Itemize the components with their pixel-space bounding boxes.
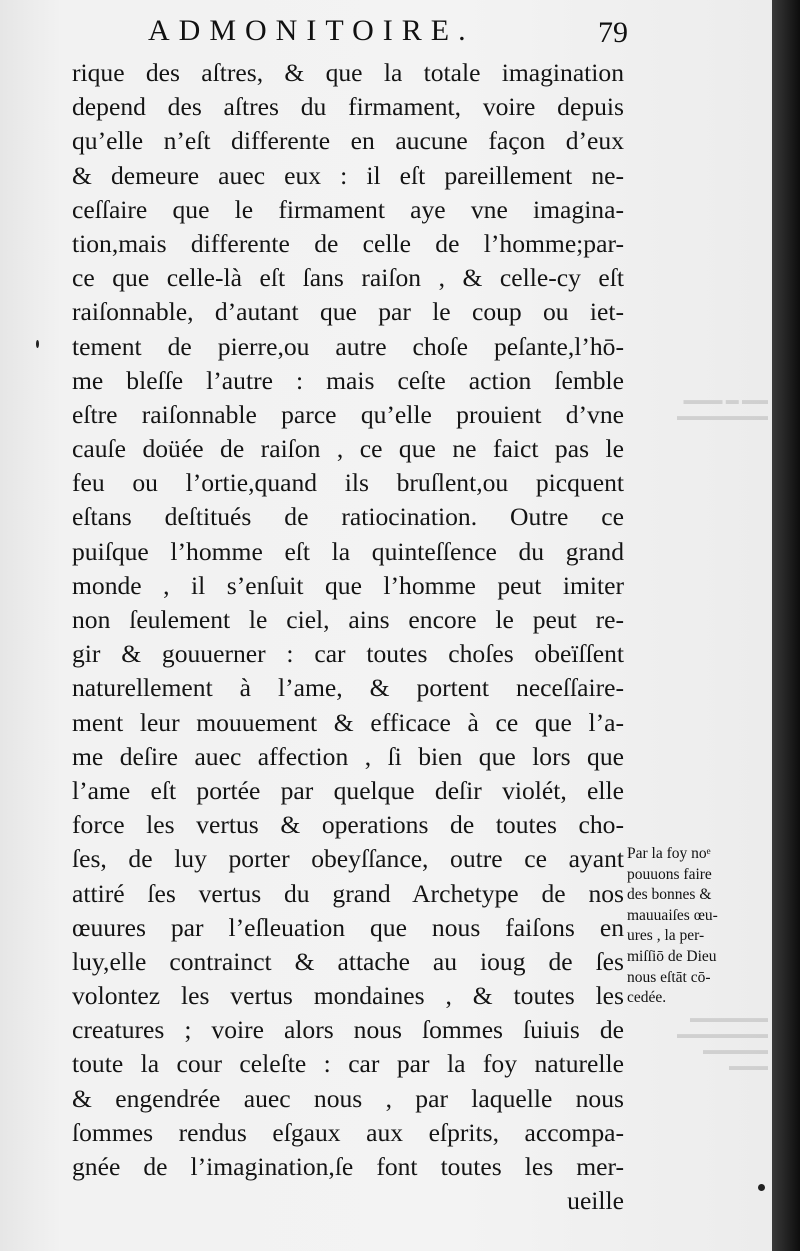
text-line: raiſonnable, d’autant que par le coup ou iet- [72, 297, 624, 327]
text-line: qu’elle n’eſt differente en aucune façon d’eux [72, 126, 624, 156]
text-line: tement de pierre,ou autre choſe peſante,l’hō- [72, 331, 624, 361]
text-line: ſommes rendus eſgaux aux eſprits, accompa- [72, 1117, 624, 1147]
text-line: luy,elle contrainct & attache au ioug de ſes [72, 946, 624, 976]
ink-speck [758, 1184, 765, 1191]
body-text [72, 56, 624, 1218]
text-line: œuures par l’eſleuation que nous faiſons en [72, 912, 624, 942]
text-line: ment leur mouuement & efficace à ce que l’a- [72, 707, 624, 737]
margin-note-line: Par la foy noᵉ [627, 845, 711, 862]
margin-note-line: miſſiō de Dieu [627, 947, 717, 965]
page-number: 79 [598, 16, 628, 49]
margin-note-line: nous eſtāt cō- [627, 968, 711, 986]
show-through-mark: ▬▬▬▬▬▬ ▬▬▬▬▬▬▬ ▬▬▬▬▬ ▬▬▬ [677, 1010, 768, 1073]
text-line: gnée de l’imagination,ſe font toutes les mer- [72, 1152, 624, 1181]
text-line: ceſſaire que le firmament aye vne imagina- [72, 194, 624, 224]
text-line: creatures ; voire alors nous ſommes ſuiuis de [72, 1015, 624, 1045]
margin-note-line: ures , la per- [627, 927, 705, 945]
text-line: non ſeulement le ciel, ains encore le peut re- [72, 605, 624, 634]
text-line: feu ou l’ortie,quand ils bruſlent,ou picquent [72, 468, 624, 498]
margin-note-line: des bonnes & [627, 886, 712, 904]
show-through-mark: ▬▬ ▬ ▬▬▬ ▬▬▬▬▬▬▬ [677, 392, 768, 423]
text-line: eſtre raiſonnable parce qu’elle prouient d’vne [72, 399, 624, 429]
text-line: gir & gouuerner : car toutes choſes obeïſſent [72, 639, 624, 669]
margin-note-line: cedée. [627, 989, 667, 1007]
margin-note-line: mauuaiſes œu- [627, 906, 718, 924]
text-line: naturellement à l’ame, & portent neceſſaire- [72, 673, 624, 703]
text-line: volontez les vertus mondaines , & toutes les [72, 981, 624, 1011]
text-line: rique des aſtres, & que la totale imagination [72, 58, 624, 87]
text-line: & engendrée auec nous , par laquelle nous [72, 1083, 624, 1113]
text-line: monde , il s’enſuit que l’homme peut imiter [72, 570, 624, 600]
ink-speck [36, 340, 39, 348]
page-header [148, 14, 628, 54]
catchword: ueille [567, 1186, 624, 1216]
text-line: attiré ſes vertus du grand Archetype de nos [72, 878, 624, 908]
margin-note-line: pouuons faire [627, 865, 712, 883]
scan-edge [772, 0, 800, 1251]
text-line: & demeure auec eux : il eſt pareillement ne- [72, 160, 624, 190]
text-line: me deſire auec affection , ſi bien que lors que [72, 741, 624, 771]
text-line: ce que celle-là eſt ſans raiſon , & celle-cy eſt [72, 263, 624, 293]
text-line: depend des aſtres du firmament, voire depuis [72, 92, 624, 122]
text-line: l’ame eſt portée par quelque deſir violét, elle [72, 775, 624, 805]
text-line: eſtans deſtitués de ratiocination. Outre ce [72, 502, 624, 532]
text-line: force les vertus & operations de toutes cho- [72, 810, 624, 840]
margin-note [627, 844, 767, 1009]
text-line: puiſque l’homme eſt la quinteſſence du grand [72, 536, 624, 566]
text-line: tion,mais differente de celle de l’homme;par- [72, 228, 624, 258]
text-line: toute la cour celeſte : car par la foy naturelle [72, 1049, 624, 1079]
running-title: ADMONITOIRE. [148, 14, 475, 47]
text-line: ſes, de luy porter obeyſſance, outre ce ayant [72, 844, 624, 874]
text-line: cauſe doüée de raiſon , ce que ne faict pas le [72, 434, 624, 464]
text-line: me bleſſe l’autre : mais ceſte action ſemble [72, 365, 624, 395]
